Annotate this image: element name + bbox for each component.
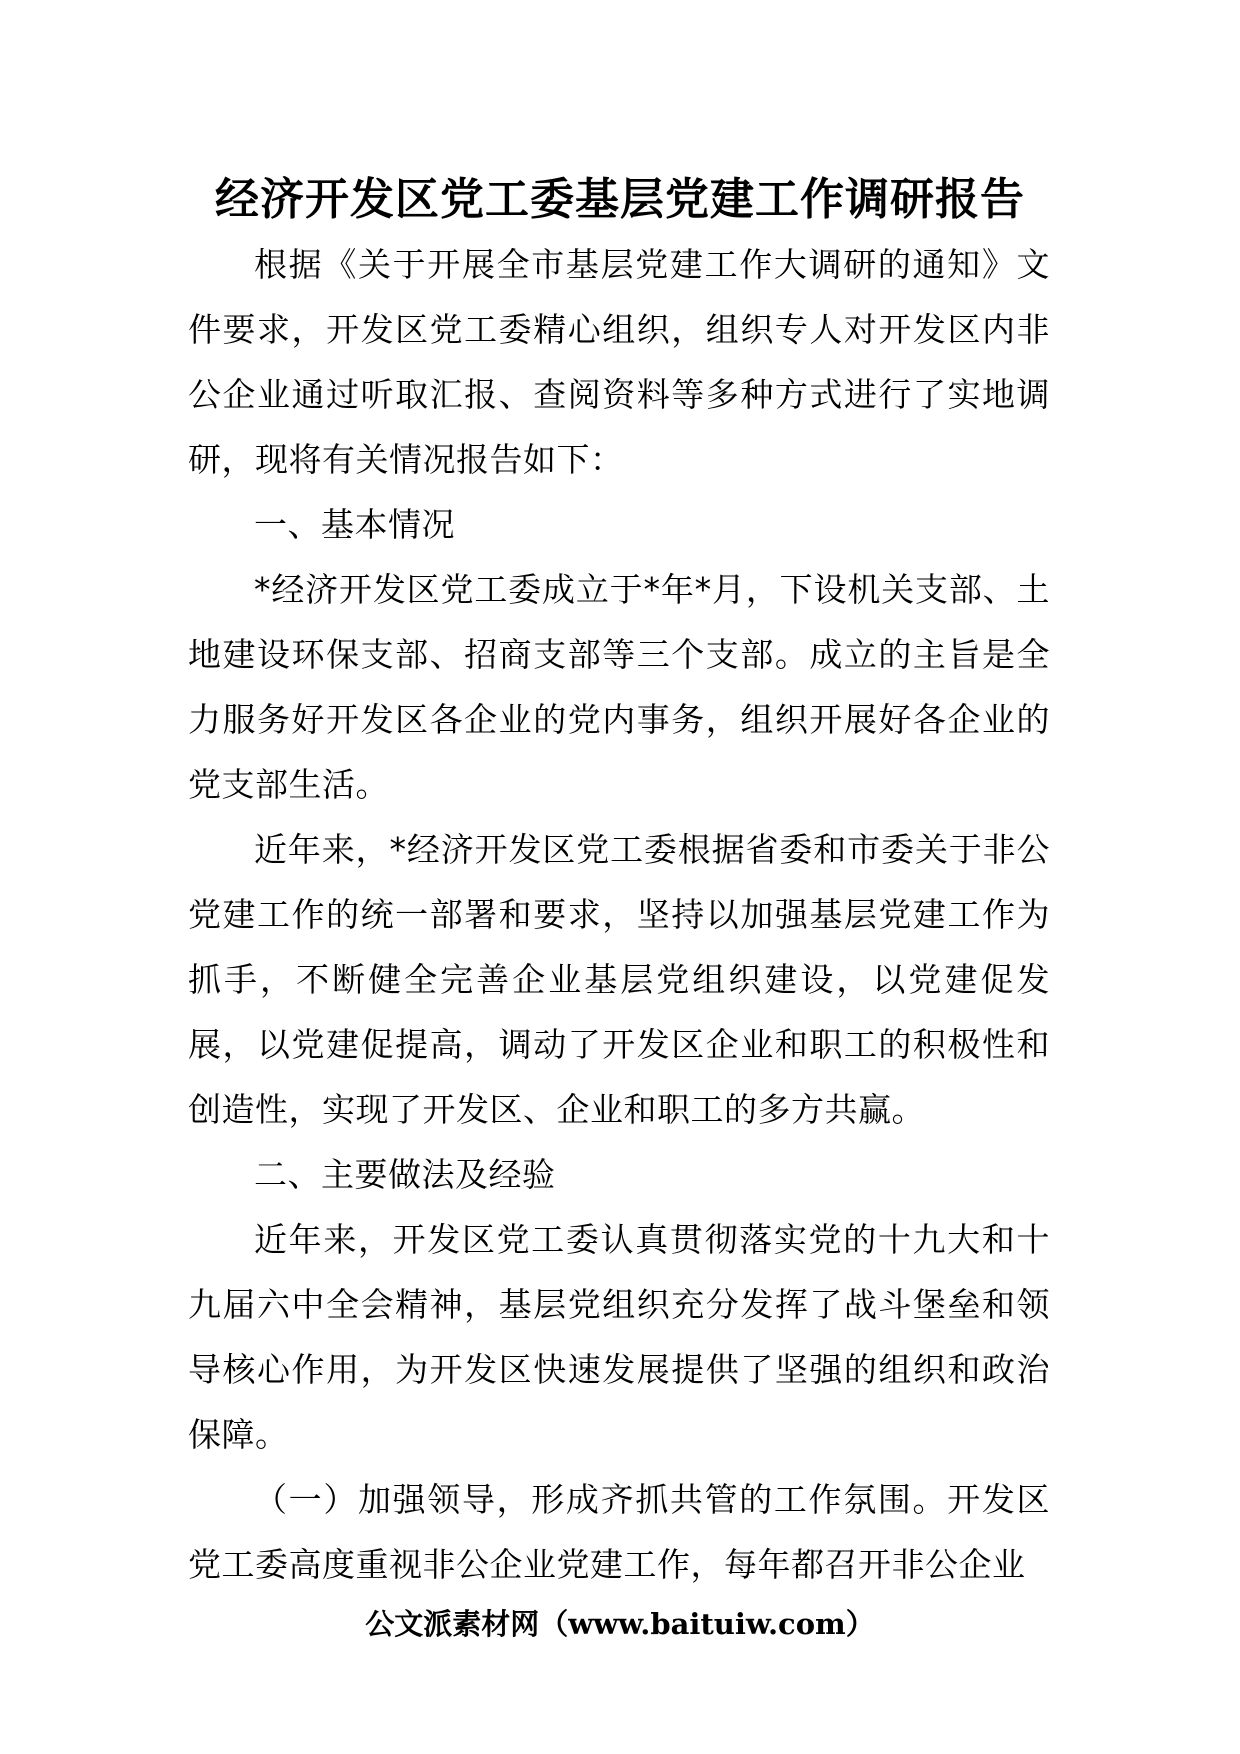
section-heading-basic-situation: 一、基本情况	[254, 505, 455, 544]
paragraph-strengthen-leadership: （一）加强领导，形成齐抓共管的工作氛围。开发区党工委高度重视非公企业党建工作，每年都召开非公企业	[188, 1480, 1050, 1584]
paragraph-recent-years: 近年来，*经济开发区党工委根据省委和市委关于非公党建工作的统一部署和要求，坚持以加强基层党建工作为抓手，不断健全完善企业基层党组织建设，以党建促发展，以党建促提高，调动了开发区企业和职工的积极性和创造性，实现了开发区、企业和职工的多方共赢。	[188, 830, 1050, 1129]
paragraph-basic-situation: *经济开发区党工委成立于*年*月，下设机关支部、土地建设环保支部、招商支部等三个支部。成立的主旨是全力服务好开发区各企业的党内事务，组织开展好各企业的党支部生活。	[188, 570, 1050, 804]
paragraph-practices-intro: 近年来，开发区党工委认真贯彻落实党的十九大和十九届六中全会精神，基层党组织充分发挥了战斗堡垒和领导核心作用，为开发区快速发展提供了坚强的组织和政治保障。	[188, 1220, 1050, 1454]
document-body	[188, 232, 1050, 1597]
section-heading-main-practices: 二、主要做法及经验	[254, 1155, 556, 1194]
source-footer: 公文派素材网（www.baituiw.com）	[365, 1607, 875, 1641]
document-title: 经济开发区党工委基层党建工作调研报告	[215, 174, 1025, 225]
paragraph-intro: 根据《关于开展全市基层党建工作大调研的通知》文件要求，开发区党工委精心组织，组织专人对开发区内非公企业通过听取汇报、查阅资料等多种方式进行了实地调研，现将有关情况报告如下：	[188, 245, 1050, 479]
